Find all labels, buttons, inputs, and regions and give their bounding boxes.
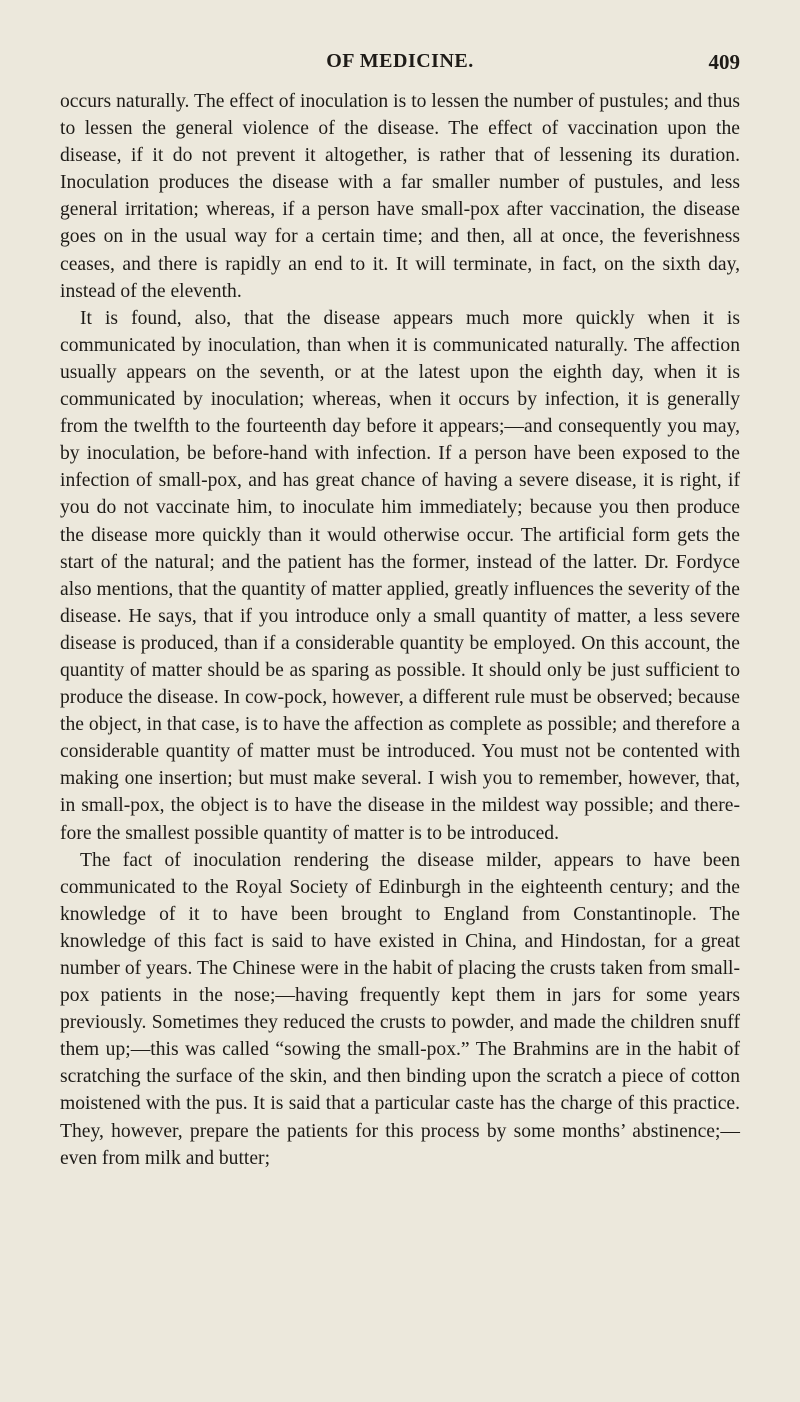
page-header <box>60 0 740 76</box>
paragraph-inoculation-history: The fact of inoculation rendering the disease milder, appears to have been communicated to the Royal Society of Edinburgh in the eighteenth century; and the knowledge of it to have been brought to England from Constantinople. The knowledge of this fact is said to have existed in China, and Hindostan, for a great number of years. The Chinese were in the habit of placing the crusts taken from small-pox patients in the nose;—having frequently kept them in jars for some years previously. Sometimes they reduced the crusts to powder, and made the children snuff them up;—this was called “sowing the small-pox.” The Brahmins are in the habit of scratching the surface of the skin, and then binding upon the scratch a piece of cotton moistened with the pus. It is said that a particular caste has the charge of this practice. They, however, prepare the patients for this process by some months’ abstinence;—even from milk and butter; <box>60 849 740 1169</box>
running-head: OF MEDICINE. <box>326 50 474 72</box>
body-text <box>60 76 740 1172</box>
paragraph-continuation: occurs naturally. The effect of inoculation is to lessen the number of pustules; and thus to lessen the general violence of the disease. The effect of vaccination upon the disease, if it do not prevent it altogether, is rather that of lessening its duration. Inoculation produces the disease with a far smaller number of pustules, and less general irritation; whereas, if a person have small-pox after vaccination, the disease goes on in the usual way for a certain time; and then, all at once, the feverishness ceases, and there is rapidly an end to it. It will terminate, in fact, on the sixth day, instead of the eleventh. <box>60 91 740 302</box>
page-number: 409 <box>708 50 740 74</box>
paragraph-inoculation-speed: It is found, also, that the disease appears much more quickly when it is communicated by inoculation, than when it is communicated naturally. The affection usually appears on the seventh, or at the latest upon the eighth day, when it is communicated by inoculation; whereas, when it occurs by infection, it is generally from the twelfth to the fourteenth day before it appears;—and consequently you may, by inoculation, be before-hand with infection. If a person have been exposed to the infection of small-pox, and has great chance of having a severe disease, it is right, if you do not vaccinate him, to inoculate him immediately; because you then produce the disease more quickly than it would otherwise occur. The artificial form gets the start of the natural; and the patient has the former, instead of the latter. Dr. Fordyce also mentions, that the quantity of matter applied, greatly influences the severity of the disease. He says, that if you introduce only a small quantity of matter, a less severe disease is produced, than if a considerable quantity be employed. On this account, the quantity of matter should be as sparing as possible. It should only be just sufficient to produce the disease. In cow-pock, however, a different rule must be observed; because the object, in that case, is to have the affection as complete as possible; and therefore a considerable quantity of matter must be introduced. You must not be contented with making one insertion; but must make several. I wish you to remember, however, that, in small-pox, the object is to have the disease in the mildest way possible; and therefore the smallest possible quantity of matter is to be introduced. <box>60 307 740 844</box>
